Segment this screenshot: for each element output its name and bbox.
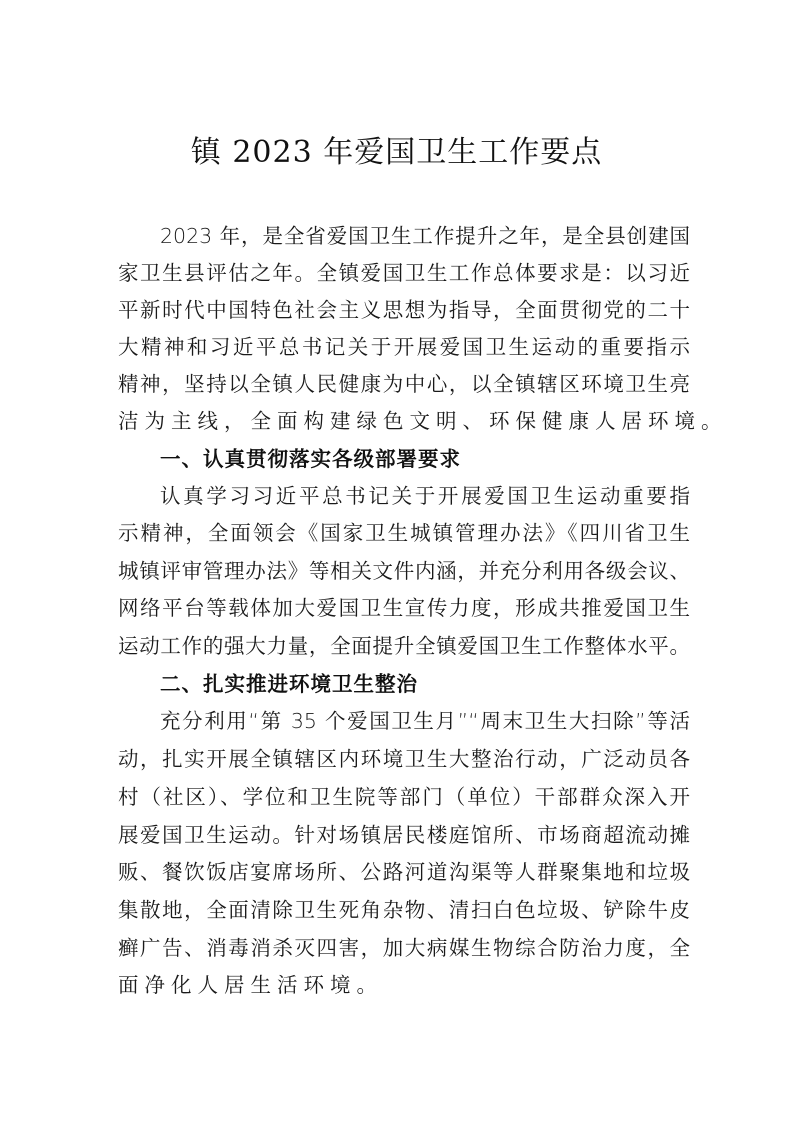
paragraph-line: 家卫生县评估之年。全镇爱国卫生工作总体要求是：以习近 [118, 261, 690, 285]
paragraph-line: 认真学习习近平总书记关于开展爱国卫生运动重要指 [160, 484, 690, 508]
paragraph-line: 贩、餐饮饭店宴席场所、公路河道沟渠等人群聚集地和垃圾 [118, 860, 690, 884]
paragraph-line: 运动工作的强大力量，全面提升全镇爱国卫生工作整体水平。 [118, 634, 690, 658]
paragraph-line: 癣广告、消毒消杀灭四害，加大病媒生物综合防治力度，全 [118, 936, 690, 960]
paragraph-line: 面净化人居生活环境。 [118, 973, 383, 997]
paragraph-line: 2023 年，是全省爱国卫生工作提升之年，是全县创建国 [160, 224, 690, 248]
paragraph-line: 城镇评审管理办法》等相关文件内涵，并充分利用各级会议、 [118, 559, 690, 583]
paragraph-line: 动，扎实开展全镇辖区内环境卫生大整治行动，广泛动员各 [118, 747, 690, 771]
paragraph-line: 充分利用“第 35 个爱国卫生月”“周末卫生大扫除”等活 [160, 709, 690, 733]
section-heading: 一、认真贯彻落实各级部署要求 [160, 447, 461, 471]
document-title: 镇 2023 年爱国卫生工作要点 [190, 135, 603, 170]
section-heading: 二、扎实推进环境卫生整治 [160, 672, 418, 696]
paragraph-line: 示精神，全面领会《国家卫生城镇管理办法》《四川省卫生 [118, 521, 690, 545]
paragraph-line: 精神，坚持以全镇人民健康为中心，以全镇辖区环境卫生亮 [118, 372, 690, 396]
paragraph-line: 洁为主线，全面构建绿色文明、环保健康人居环境。 [118, 409, 728, 433]
paragraph-line: 平新时代中国特色社会主义思想为指导，全面贯彻党的二十 [118, 298, 690, 322]
paragraph-line: 网络平台等载体加大爱国卫生宣传力度，形成共推爱国卫生 [118, 596, 690, 620]
paragraph-line: 集散地，全面清除卫生死角杂物、清扫白色垃圾、铲除牛皮 [118, 898, 690, 922]
paragraph-line: 村（社区）、学位和卫生院等部门（单位）干部群众深入开 [118, 785, 690, 809]
paragraph-line: 展爱国卫生运动。针对场镇居民楼庭馆所、市场商超流动摊 [118, 823, 690, 847]
paragraph-line: 大精神和习近平总书记关于开展爱国卫生运动的重要指示 [118, 335, 690, 359]
